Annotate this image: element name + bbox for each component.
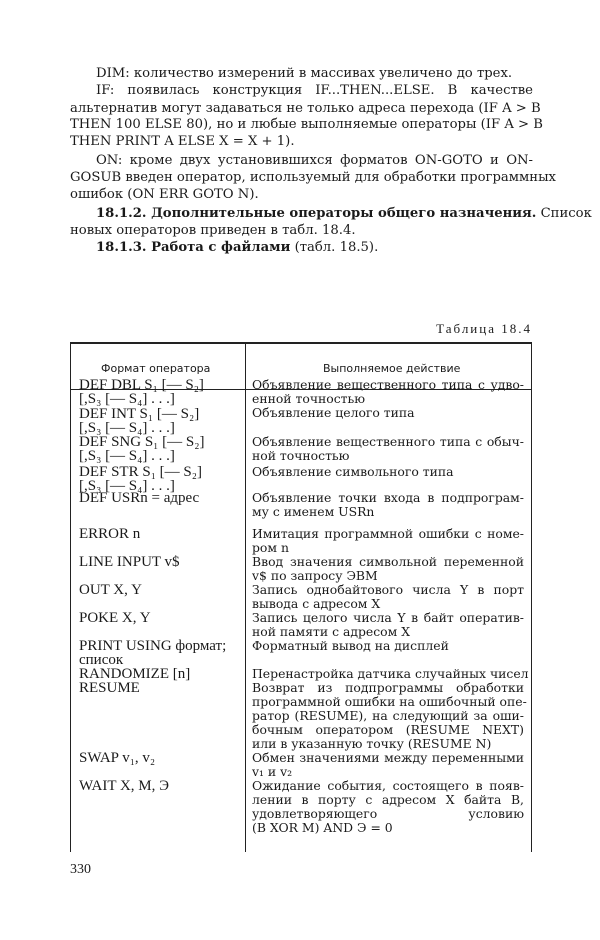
operator-action [252,583,524,611]
action-line: Объявление символьного типа [252,464,454,479]
action-line: лении в порту с адресом X байта B, [252,792,524,807]
paragraph-if: THEN 100 ELSE 80), но и любые выполняемые операторы (IF A > B [70,117,543,132]
action-line: Ожидание события, состоящего в появ- [252,778,524,793]
operator-format [79,611,244,625]
format-line: RESUME [79,680,140,696]
action-line: Обмен значениями между переменными [252,750,524,765]
format-line: DEF INT S₁ [— S₂] [79,406,200,422]
operator-action [252,406,524,420]
operator-format [79,527,244,541]
action-line: ратор (RESUME), на следующий за оши- [252,708,524,723]
format-line: POKE X, Y [79,610,151,626]
action-line: удовлетворяющего условию [252,806,524,821]
operator-format [79,639,244,667]
action-line: или в указанную точку (RESUME N) [252,736,492,751]
paragraph-if: IF: появилась конструкция IF...THEN...ELSE. В качестве [96,83,533,98]
operator-format [79,435,244,463]
paragraph-on: GOSUB введен оператор, используемый для обработки программных [70,170,556,185]
format-line: DEF SNG S₁ [— S₂] [79,434,205,450]
section-heading: 18.1.3. Работа с файлами [96,240,291,255]
format-line: [,S₃ [— S₄] . . .] [79,420,175,436]
section-text: (табл. 18.5). [294,240,379,255]
operator-action [252,378,524,406]
page-number: 330 [70,862,91,877]
action-line: v$ по запросу ЭВМ [252,568,378,583]
paragraph-if: альтернатив могут задаваться не только адреса перехода (IF A > B [70,101,541,116]
section-text: новых операторов приведен в табл. 18.4. [70,223,356,238]
action-line: енной точностью [252,391,366,406]
action-line: Объявление вещественного типа с обыч- [252,434,524,449]
action-line: Перенастройка датчика случайных чисел [252,666,529,681]
operator-action [252,666,529,681]
action-line: Объявление точки входа в подпрограм- [252,490,524,505]
format-line: RANDOMIZE [n] [79,666,191,682]
format-line: [,S₃ [— S₄] . . .] [79,391,175,407]
action-line: Возврат из подпрограммы обработки [252,680,524,695]
operator-format [79,378,244,406]
action-line: ром n [252,540,289,555]
operator-action [252,751,524,779]
format-line: список [79,652,124,668]
column-header-action: Выполняемое действие [323,362,461,375]
operator-action [252,527,524,555]
format-line: ERROR n [79,526,141,542]
format-line: WAIT X, M, Э [79,778,170,794]
paragraph-dim: DIM: количество измерений в массивах увеличено до трех. [96,66,513,81]
operator-format [79,555,244,569]
action-line: ной точностью [252,448,350,463]
operator-format [79,465,244,493]
operator-action [252,779,524,835]
action-line: Ввод значения символьной переменной [252,554,524,569]
format-line: PRINT USING формат; [79,638,227,654]
operator-action [252,491,524,519]
operator-format [79,583,244,597]
action-line: Имитация программной ошибки с номе- [252,526,524,541]
format-line: LINE INPUT v$ [79,554,180,570]
action-line: Запись целого числа Y в байт оператив- [252,610,524,625]
operator-action [252,680,527,751]
paragraph-on: ON: кроме двух установившихся форматов ON-GOTO и ON- [96,153,533,168]
section-18-1-2 [96,205,592,222]
operator-format [79,751,244,765]
section-heading: 18.1.2. Дополнительные операторы общего назначения. [96,206,537,221]
action-line: Объявление целого типа [252,405,415,420]
action-line: му с именем USRn [252,504,375,519]
action-line: Объявление вещественного типа с удво- [252,377,524,392]
operator-format [79,407,244,435]
column-header-format: Формат оператора [101,362,211,375]
operator-format [79,779,244,793]
format-line: DEF STR S₁ [— S₂] [79,464,202,480]
table-caption: Таблица 18.4 [436,321,532,336]
operator-action [252,555,524,583]
action-line: программной ошибки на ошибочный опе- [252,694,527,709]
operator-format [79,491,244,505]
operator-action [252,611,524,639]
section-text: Список [540,206,592,221]
format-line: OUT X, Y [79,582,142,598]
operators-table [70,342,532,852]
format-line: DEF DBL S₁ [— S₂] [79,377,204,393]
action-line: Форматный вывод на дисплей [252,638,449,653]
action-line: вывода с адресом X [252,596,381,611]
operator-action [252,435,524,463]
operator-format [79,667,244,681]
action-line: Запись однобайтового числа Y в порт [252,582,524,597]
operator-action [252,639,524,653]
action-line: ной памяти с адресом X [252,624,411,639]
action-line: (B XOR M) AND Э = 0 [252,820,393,835]
paragraph-on: ошибок (ON ERR GOTO N). [70,187,259,202]
format-line: [,S₃ [— S₄] . . .] [79,478,175,494]
action-line: v₁ и v₂ [252,764,293,779]
action-line: бочным оператором (RESUME NEXT) [252,722,524,737]
operator-format [79,681,244,695]
column-divider [245,344,246,852]
format-line: SWAP v₁, v₂ [79,750,156,766]
format-line: [,S₃ [— S₄] . . .] [79,448,175,464]
format-line: DEF USRn = адрес [79,490,200,506]
operator-action [252,465,524,479]
section-18-1-3 [96,239,533,256]
paragraph-if: THEN PRINT A ELSE X = X + 1). [70,134,295,149]
